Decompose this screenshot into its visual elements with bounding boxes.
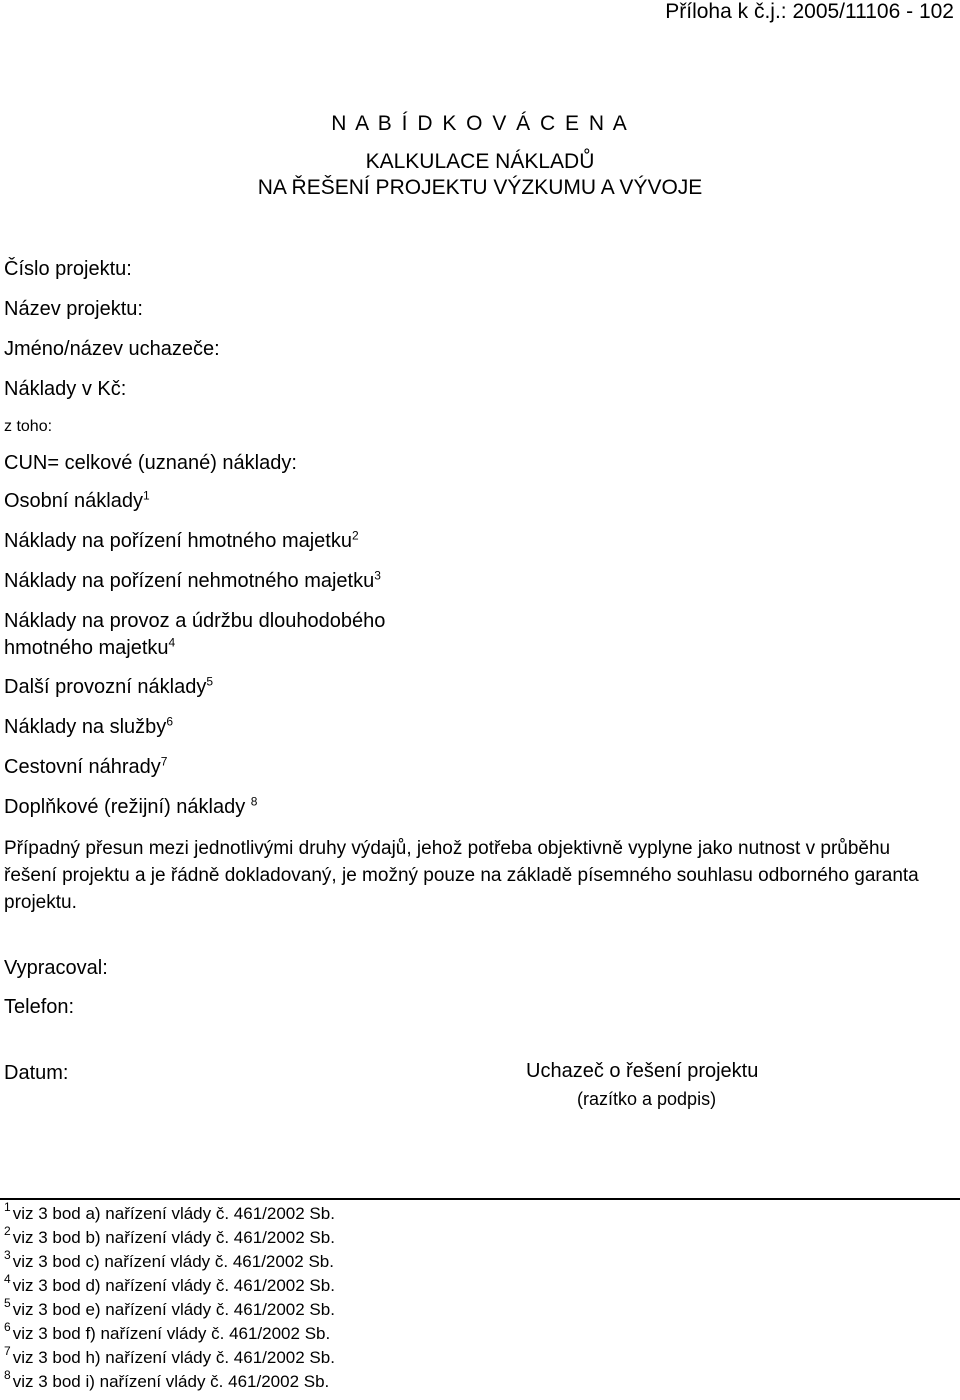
cost-item-personal (4, 490, 150, 513)
footnote-text: viz 3 bod c) nařízení vlády č. 461/2002 Sb. (12, 1252, 334, 1271)
applicant-name-label: Jméno/název uchazeče: (4, 338, 220, 360)
footnote-ref: 6 (166, 714, 173, 729)
footnote-text: viz 3 bod d) nařízení vlády č. 461/2002 Sb. (12, 1276, 335, 1295)
of-which-label: z toho: (4, 418, 53, 435)
footnote-ref: 3 (374, 568, 381, 583)
costs-czk-label: Náklady v Kč: (4, 378, 127, 400)
footnote-divider (0, 1198, 960, 1200)
footnote-item (4, 1202, 335, 1226)
project-name-label: Název projektu: (4, 298, 143, 320)
cost-item-intangible-assets (4, 570, 381, 593)
footnote-item (4, 1346, 335, 1370)
footnote-ref: 5 (206, 674, 214, 689)
footnote-ref: 7 (160, 754, 168, 769)
cost-item-label: hmotného majetku (4, 637, 169, 659)
cost-item-label: Osobní náklady (4, 490, 143, 512)
footnote-number: 1 (4, 1200, 11, 1214)
cost-item-label: Náklady na služby (4, 716, 167, 738)
footnote-number: 4 (4, 1272, 11, 1286)
transfer-paragraph: Případný přesun mezi jednotlivými druhy výdajů, jehož potřeba objektivně vyplyne jako nutnost v průběhu řešení projektu a je řádně dokladovaný, je možný pouze na základě písemného souhlasu odborného garanta projektu. (4, 838, 919, 913)
cost-item-label: Náklady na pořízení hmotného majetku (4, 530, 352, 552)
cost-item-travel (4, 756, 167, 779)
cost-item-label: Doplňkové (režijní) náklady (4, 796, 251, 818)
footnotes (4, 1202, 335, 1394)
footnote-number: 2 (4, 1224, 11, 1238)
cost-item-operating (4, 676, 213, 699)
footnote-ref: 8 (250, 794, 258, 809)
cost-item-maintenance-line1: Náklady na provoz a údržbu dlouhodobého (4, 610, 386, 632)
document-title: N A B Í D K O V Á C E N A (331, 112, 629, 135)
footnote-text: viz 3 bod h) nařízení vlády č. 461/2002 Sb. (12, 1348, 335, 1367)
stamp-signature-label: (razítko a podpis) (577, 1089, 717, 1109)
footnote-text: viz 3 bod e) nařízení vlády č. 461/2002 Sb. (12, 1300, 335, 1319)
cost-item-tangible-assets (4, 530, 359, 553)
project-number-label: Číslo projektu: (4, 258, 132, 280)
footnote-number: 7 (4, 1344, 11, 1358)
footnote-ref: 4 (168, 635, 176, 650)
cun-label: CUN= celkové (uznané) náklady: (4, 452, 297, 474)
footnote-item (4, 1370, 335, 1394)
footnote-text: viz 3 bod b) nařízení vlády č. 461/2002 Sb. (12, 1228, 335, 1247)
footnote-item (4, 1322, 335, 1346)
footnote-item (4, 1250, 335, 1274)
cost-item-overhead (4, 796, 257, 819)
footnote-number: 3 (4, 1248, 11, 1262)
document-reference: Příloha k č.j.: 2005/11106 - 102 (665, 0, 954, 23)
prepared-by-label: Vypracoval: (4, 957, 108, 979)
footnote-item (4, 1226, 335, 1250)
cost-item-label: Náklady na pořízení nehmotného majetku (4, 570, 375, 592)
footnote-text: viz 3 bod f) nařízení vlády č. 461/2002 Sb. (12, 1324, 331, 1343)
document-subtitle-2: NA ŘEŠENÍ PROJEKTU VÝZKUMU A VÝVOJE (257, 176, 703, 199)
footnote-item (4, 1274, 335, 1298)
date-label: Datum: (4, 1062, 69, 1084)
document-subtitle-1: KALKULACE NÁKLADŮ (365, 150, 595, 173)
footnote-number: 8 (4, 1368, 11, 1382)
footnote-number: 6 (4, 1320, 11, 1334)
footnote-text: viz 3 bod i) nařízení vlády č. 461/2002 Sb. (12, 1372, 330, 1391)
phone-label: Telefon: (4, 996, 75, 1018)
footnote-number: 5 (4, 1296, 11, 1310)
cost-item-label: Cestovní náhrady (4, 756, 161, 778)
footnote-ref: 2 (351, 528, 359, 543)
footnote-ref: 1 (142, 488, 150, 503)
applicant-signature-label: Uchazeč o řešení projektu (526, 1060, 759, 1082)
footnote-text: viz 3 bod a) nařízení vlády č. 461/2002 Sb. (12, 1204, 335, 1223)
footnote-item (4, 1298, 335, 1322)
cost-item-maintenance-line2 (4, 637, 175, 660)
cost-item-services (4, 716, 173, 739)
cost-item-label: Další provozní náklady (4, 676, 207, 698)
